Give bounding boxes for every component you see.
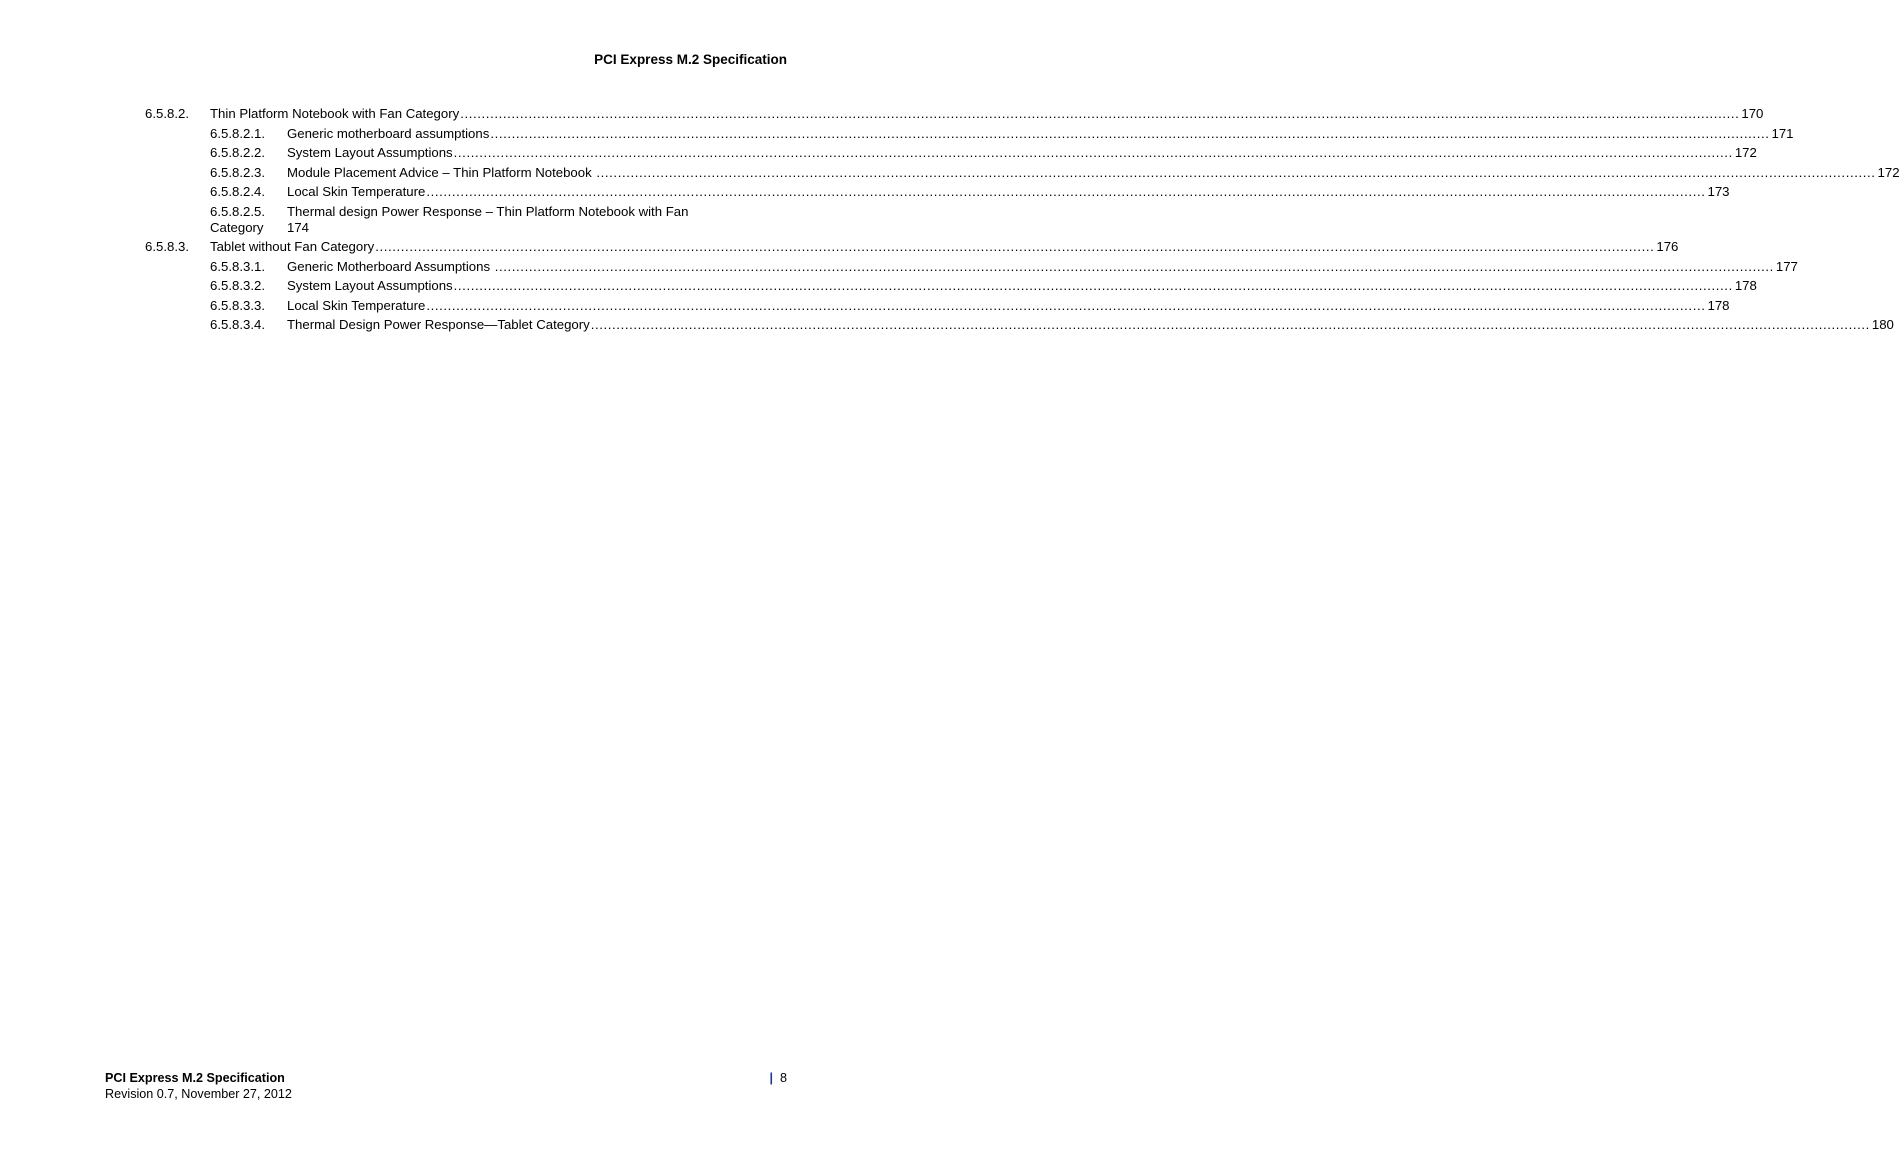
toc-entry-title: Module Placement Advice – Thin Platform Notebook [287,164,596,180]
dot-leader: ............................................................................................................................................................................................................................................................................................................ [426,297,1706,313]
toc-entry-number: 6.5.8.3.2. [210,278,265,294]
toc-entry-page: 174 [287,219,310,235]
toc-entry-page: 172 [1734,145,1757,161]
footer-separator: | [769,1071,773,1085]
dot-leader: ............................................................................................................................................................................................................................................................................................................ [490,125,1770,141]
toc-entry[interactable] [0,143,1757,163]
toc-entry-number: 6.5.8.2.4. [210,184,265,200]
toc-entry-number: 6.5.8.3.1. [210,258,265,274]
toc-entry[interactable] [0,276,1757,296]
toc-entry-number: 6.5.8.2.5. [210,203,265,219]
toc-entry-page: 172 [1877,164,1900,180]
toc-entry[interactable] [0,315,1894,335]
toc-entry-page: 177 [1775,258,1798,274]
toc-entry[interactable] [0,237,1679,257]
toc-entry-number: 6.5.8.2.1. [210,125,265,141]
toc-entry-page: 170 [1741,106,1764,121]
toc-entry-title: Thermal Design Power Response—Tablet Category [287,317,590,333]
toc-entry-page: 173 [1707,184,1730,200]
dot-leader: ............................................................................................................................................................................................................................................................................................................ [453,278,1733,294]
toc-entry-page: 178 [1707,297,1730,313]
footer-page-number: 8 [779,1071,787,1085]
dot-leader: ............................................................................................................................................................................................................................................................................................................ [596,164,1876,180]
dot-leader: ............................................................................................................................................................................................................................................................................................................ [375,238,1655,254]
toc-entry-title: Thin Platform Notebook with Fan Category [210,106,460,121]
toc-entry-title: Tablet without Fan Category [210,238,375,254]
toc-entry-title: System Layout Assumptions [287,145,453,161]
toc-entry-page: 180 [1871,317,1894,333]
toc-entry-number: 6.5.8.3.3. [210,297,265,313]
toc-entry-number: 6.5.8.2.3. [210,164,265,180]
toc-entry-title: Local Skin Temperature [287,184,426,200]
toc-entry[interactable] [0,124,1794,144]
dot-leader: ............................................................................................................................................................................................................................................................................................................ [426,184,1706,200]
toc-entry-page: 178 [1734,278,1757,294]
toc-entry-title-line2: Category [210,219,264,235]
dot-leader: ............................................................................................................................................................................................................................................................................................................ [494,258,1774,274]
toc-entry[interactable] [0,257,1798,277]
toc-entry-number: 6.5.8.3.4. [210,317,265,333]
toc-entry[interactable] [0,163,1900,183]
toc-entry-title: System Layout Assumptions [287,278,453,294]
toc-entry-wrapped[interactable] [0,202,893,237]
dot-leader: ............................................................................................................................................................................................................................................................................................................ [453,145,1733,161]
toc-entry[interactable] [0,296,1730,316]
page-footer [105,1071,292,1102]
running-header-title: PCI Express M.2 Specification [594,52,787,67]
toc-entry-page: 176 [1656,238,1679,254]
toc-entry-number: 6.5.8.2.2. [210,145,265,161]
toc-entry-number: 6.5.8.3. [145,238,189,254]
footer-revision: Revision 0.7, November 27, 2012 [105,1086,292,1101]
toc-entry-title-line1: Thermal design Power Response – Thin Platform Notebook with Fan [287,203,689,219]
table-of-contents [0,104,1900,335]
toc-entry[interactable] [0,104,1764,124]
dot-leader: ............................................................................................................................................................................................................................................................................................................ [460,106,1740,121]
toc-entry-page: 171 [1771,125,1794,141]
footer-page-number-block [769,1071,787,1087]
toc-entry-title: Local Skin Temperature [287,297,426,313]
toc-entry-title: Generic motherboard assumptions [287,125,490,141]
footer-title: PCI Express M.2 Specification [105,1071,285,1085]
toc-entry[interactable] [0,182,1730,202]
toc-entry-number: 6.5.8.2. [145,106,189,121]
dot-leader: ............................................................................................................................................................................................................................................................................................................ [590,317,1870,333]
toc-entry-title: Generic Motherboard Assumptions [287,258,494,274]
